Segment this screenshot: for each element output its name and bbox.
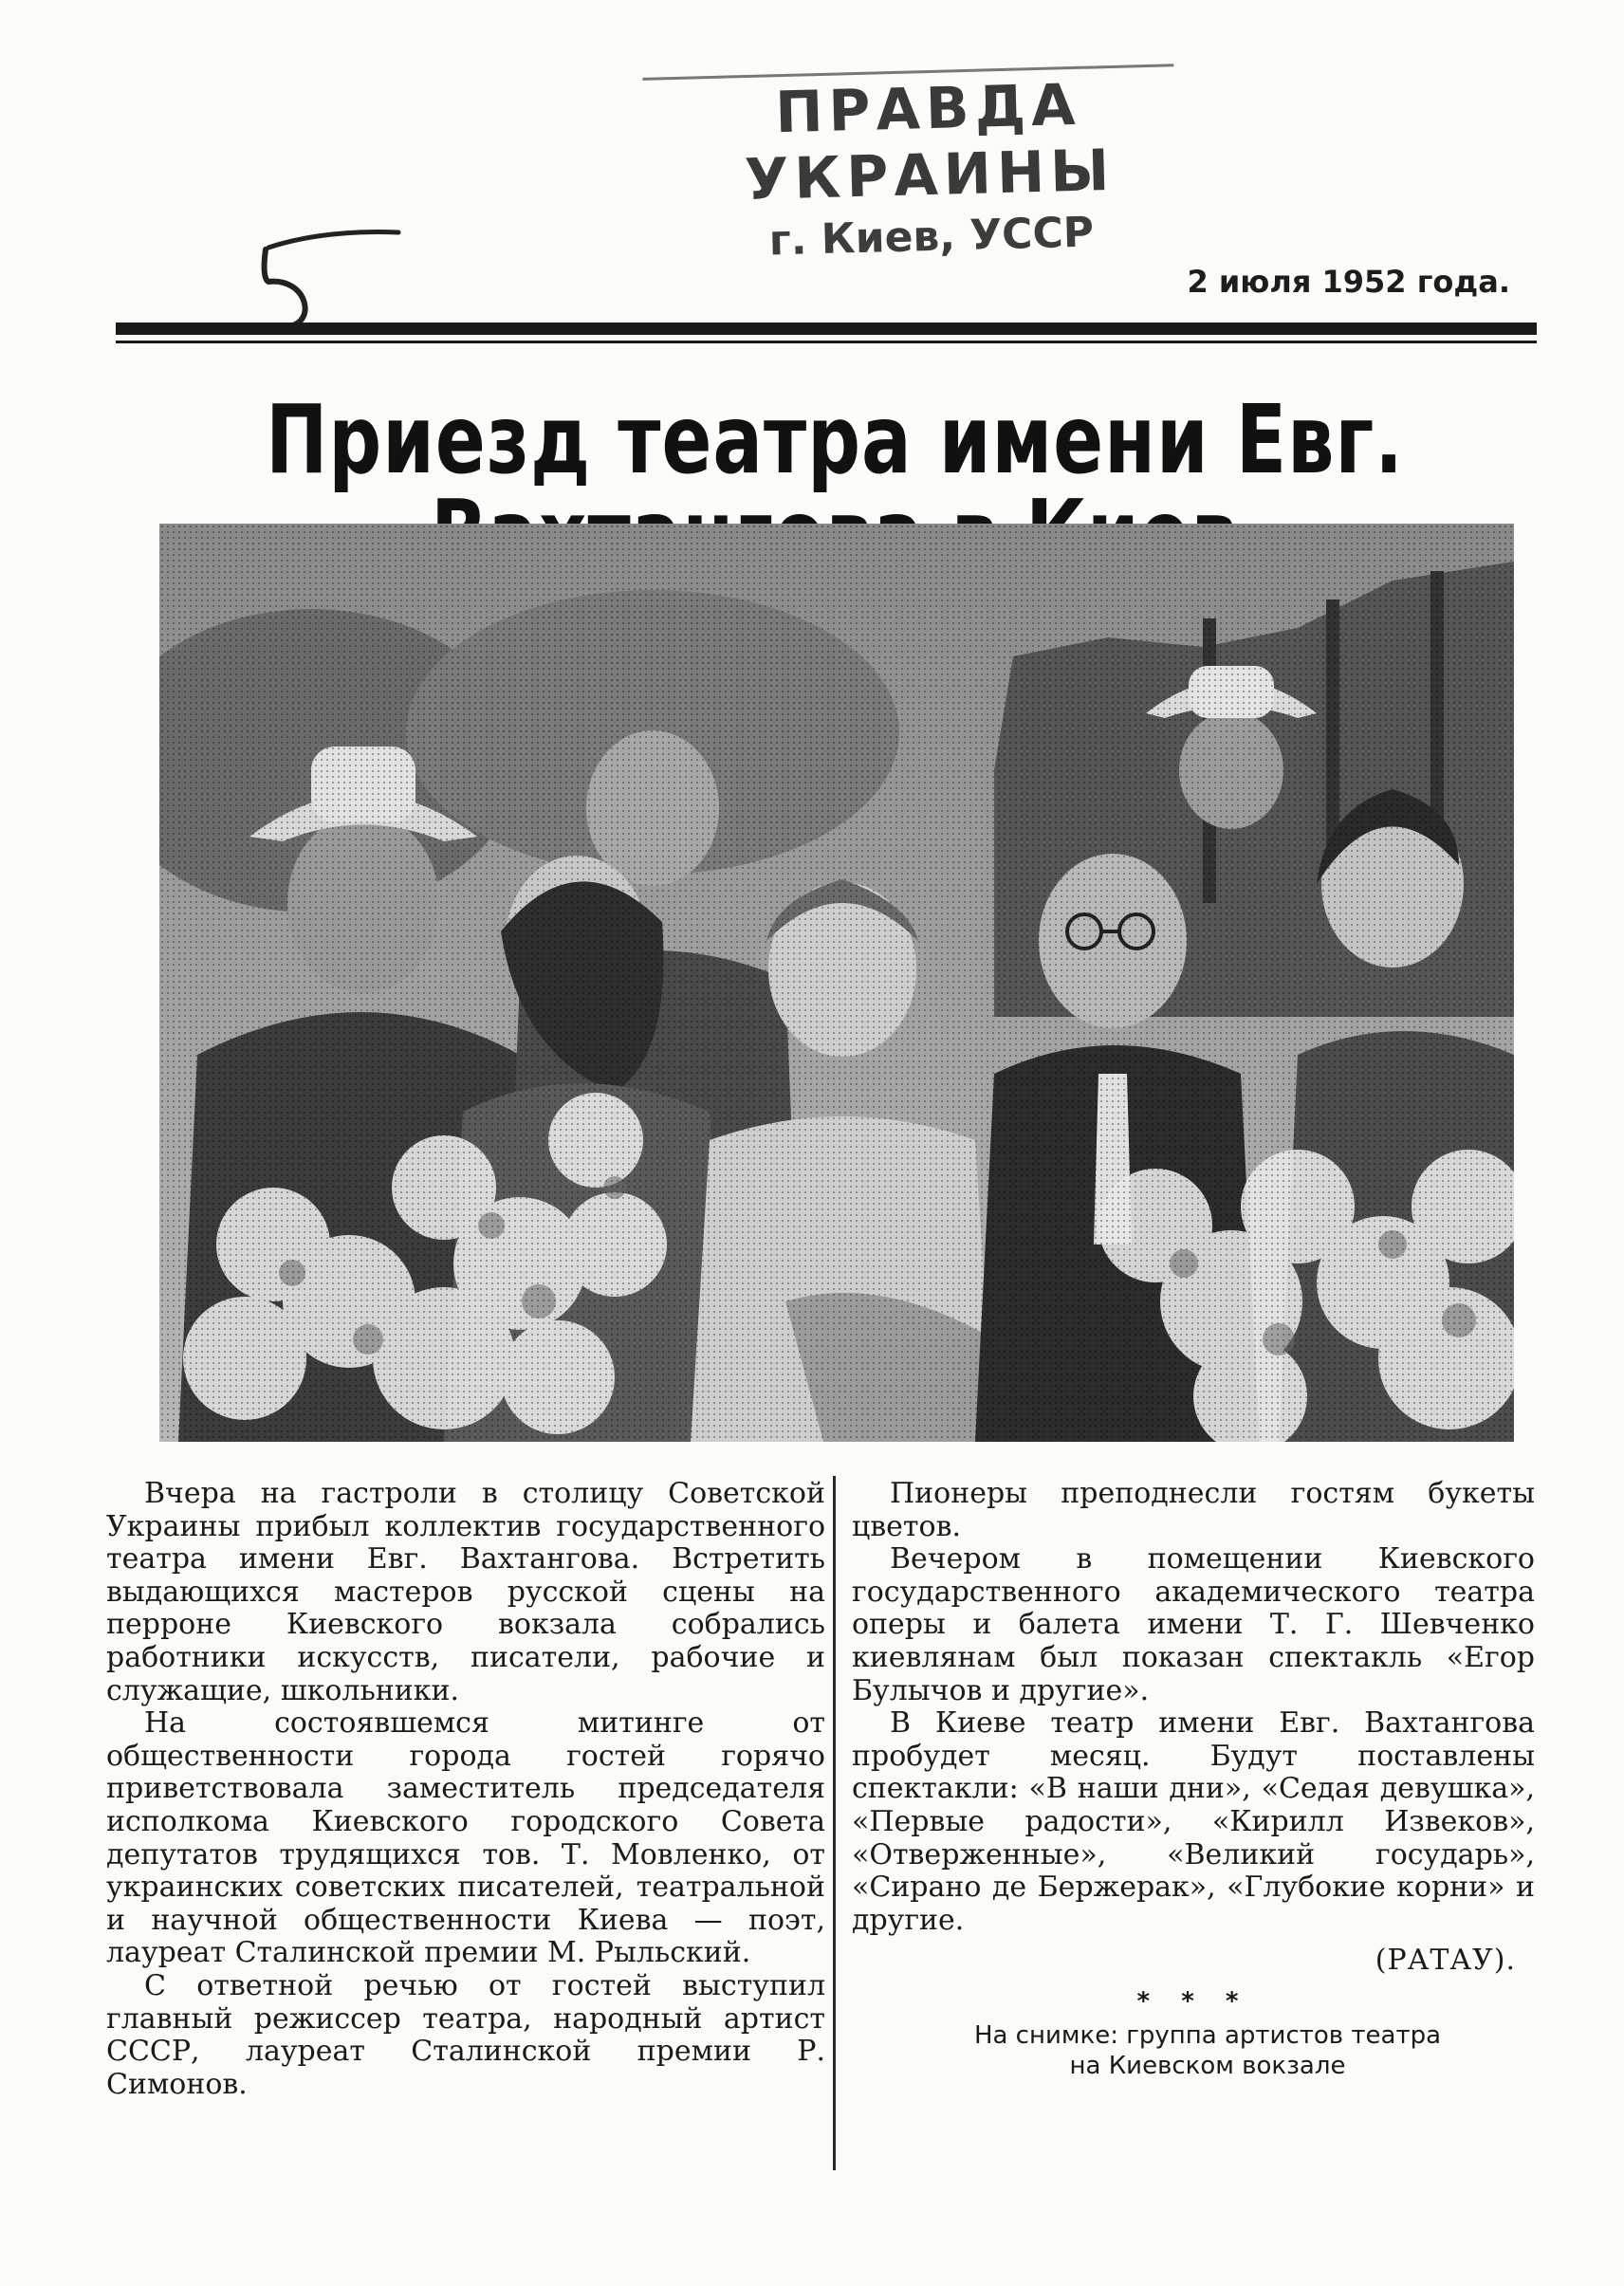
photo-caption-line: На снимке: группа артистов театра — [973, 2020, 1442, 2050]
newspaper-stamp — [624, 68, 1236, 269]
photo-caption-line: на Киевском вокзале — [1069, 2051, 1346, 2080]
article-paragraph: Вечером в помещении Киевского государственного академического театра оперы и балета имени Т. Г. Шевченко киевлянам был показан спектакль «Егор Булычов и другие». — [852, 1542, 1535, 1707]
stamp-place: г. Киев, УССР — [768, 208, 1095, 266]
photo-caption — [852, 2020, 1535, 2081]
group-photo — [159, 524, 1514, 1442]
news-agency-credit: (РАТАУ). — [1375, 1944, 1516, 1978]
article-paragraph: Вчера на гастроли в столицу Советской Украины прибыл коллектив государственного театра имени Евг. Вахтангова. Встретить выдающихся мастеров русской сцены на перроне Киевского вокзала собрались работники искусств, писатели, рабочие и служащие, школьники. — [106, 1477, 825, 1707]
stamp-newspaper-name: ПРАВДА УКРАИНЫ — [744, 71, 1116, 214]
article-paragraph: С ответной речью от гостей выступил главный режиссер театра, народный артист СССР, лауреат Сталинской премии Р. Симонов. — [106, 1968, 825, 2101]
article-paragraph: В Киеве театр имени Евг. Вахтангова пробудет месяц. Будут поставлены спектакли: «В наши дни», «Седая девушка», «Первые радости», «Кирилл Извеков», «Отверженные», «Великий государь», «Сирано де Бержерак», «Глубокие корни» и другие. — [852, 1706, 1535, 1937]
column-divider — [833, 1476, 836, 2170]
pencil-mark-icon — [242, 213, 432, 337]
issue-date: 2 июля 1952 года. — [1187, 264, 1510, 300]
article-paragraph: Пионеры преподнесли гостям букеты цветов. — [852, 1477, 1535, 1543]
article-headline: Приезд театра имени Евг. — [266, 386, 1404, 496]
article-left-column — [106, 1478, 825, 2101]
article-paragraph: На состоявшемся митинге от общественности города гостей горячо приветствовала заместитель председателя исполкома Киевского городского Совета депутатов трудящихся тов. Т. Мовленко, от украинских советских писателей, театральной и научной общественности Киева — поэт, лауреат Сталинской премии М. Рыльский. — [106, 1706, 825, 1970]
header-rule-thick — [116, 323, 1537, 335]
header-rule-thin — [116, 341, 1537, 343]
section-stars: * * * — [1136, 1986, 1250, 2016]
article-right-column — [852, 1478, 1535, 2081]
